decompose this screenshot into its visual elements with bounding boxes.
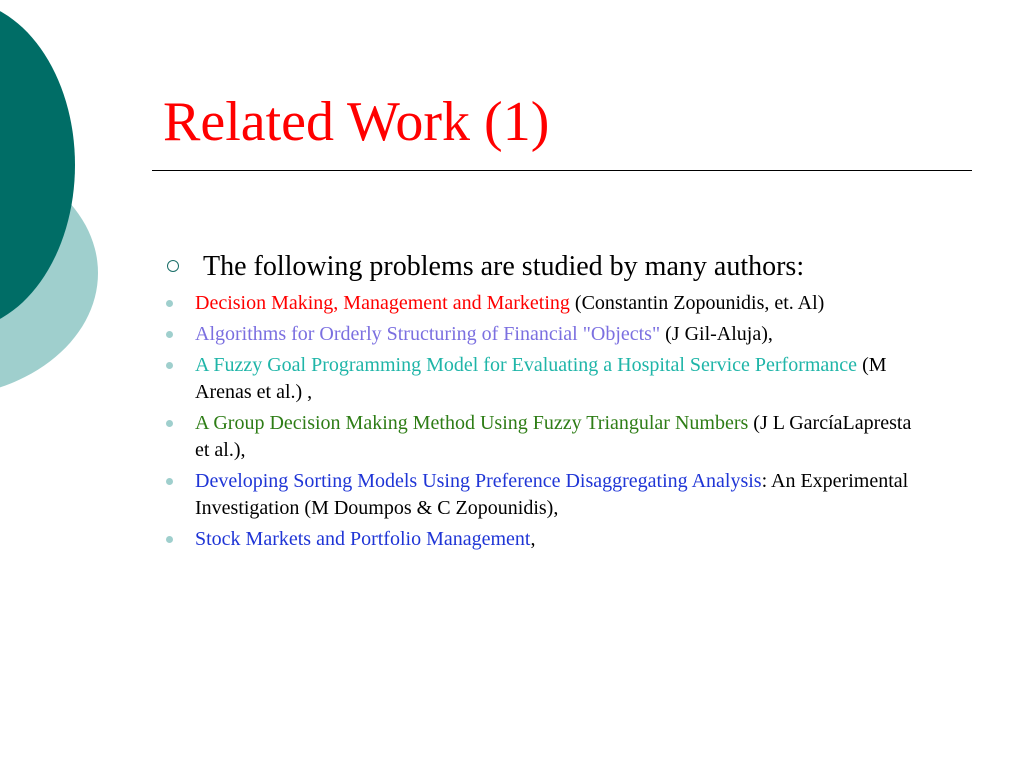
- list-item: [113, 352, 975, 406]
- list-item-text: [195, 410, 915, 464]
- list-item: [113, 321, 975, 348]
- list-item: [113, 526, 975, 553]
- slide-body: [165, 250, 975, 557]
- item-highlight: Stock Markets and Portfolio Management: [195, 528, 531, 550]
- item-highlight: A Group Decision Making Method Using Fuzzy Triangular Numbers: [195, 412, 749, 434]
- sub-bullet-list: [113, 290, 975, 553]
- item-highlight: A Fuzzy Goal Programming Model for Evaluating a Hospital Service Performance: [195, 354, 858, 376]
- item-citation: ,: [530, 528, 536, 550]
- item-citation: (J L GarcíaLapresta et al.),: [195, 412, 912, 461]
- title-divider: [152, 170, 972, 171]
- list-item: [113, 410, 975, 464]
- item-highlight: Decision Making, Management and Marketing: [195, 292, 570, 314]
- item-highlight: Algorithms for Orderly Structuring of Financial "Objects": [195, 323, 661, 345]
- list-item-text: [195, 321, 915, 348]
- hollow-circle-icon: [165, 250, 203, 284]
- list-item-text: [195, 290, 915, 317]
- bullet-dot-icon: [113, 352, 143, 379]
- list-item-text: [195, 526, 915, 553]
- list-item-text: [195, 352, 915, 406]
- item-citation: : An Experimental Investigation (M Doumpos & C Zopounidis),: [195, 470, 909, 519]
- item-citation: (M Arenas et al.) ,: [195, 354, 887, 403]
- list-item: [113, 468, 975, 522]
- bullet-dot-icon: [113, 321, 143, 348]
- bullet-dot-icon: [113, 410, 143, 437]
- item-citation: (J Gil-Aluja),: [660, 323, 773, 345]
- list-item-text: [195, 468, 915, 522]
- slide-title: Related Work (1): [163, 91, 550, 153]
- item-citation: (Constantin Zopounidis, et. Al): [569, 292, 825, 314]
- bullet-dot-icon: [113, 526, 143, 553]
- bullet-dot-icon: [113, 290, 143, 317]
- level1-bullet: [165, 250, 975, 284]
- bullet-dot-icon: [113, 468, 143, 495]
- list-item: [113, 290, 975, 317]
- item-highlight: Developing Sorting Models Using Preference Disaggregating Analysis: [195, 470, 762, 492]
- level1-text: The following problems are studied by many authors:: [203, 251, 805, 282]
